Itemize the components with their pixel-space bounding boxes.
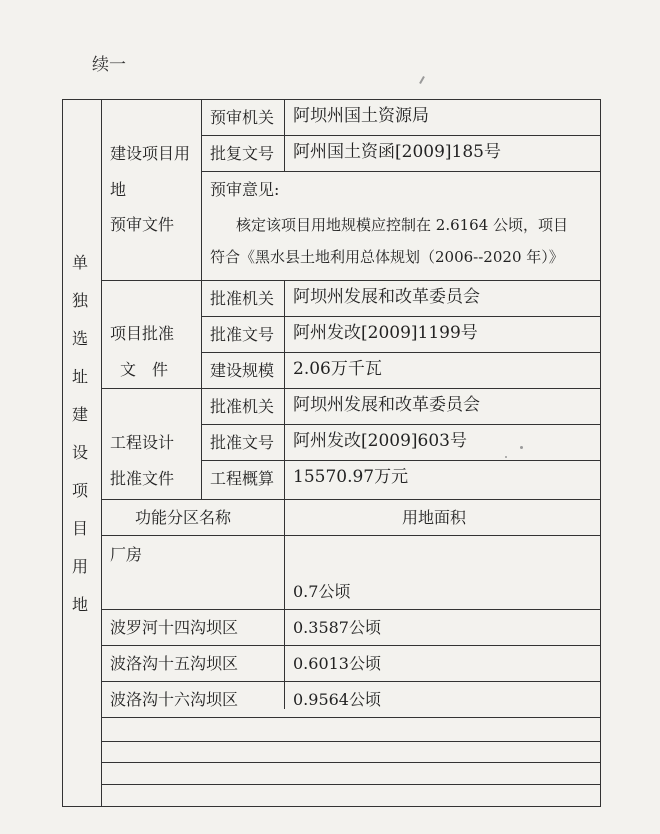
side-label-char: 用 xyxy=(71,557,88,576)
field-value: 阿州国土资函[2009]185号 xyxy=(293,142,501,162)
field-label: 批准文号 xyxy=(210,325,275,344)
table-divider xyxy=(201,171,601,172)
field-value: 阿州发改[2009]1199号 xyxy=(293,323,478,343)
table-divider xyxy=(201,316,601,317)
opinion-text: 核定该项目用地规模应控制在 2.6164 公顷，项目 xyxy=(236,216,569,234)
field-label: 批准文号 xyxy=(210,433,275,452)
table-divider xyxy=(201,424,601,425)
zone-area: 0.3587公顷 xyxy=(293,618,381,637)
table-divider xyxy=(201,352,601,353)
side-label-char: 选 xyxy=(71,329,88,348)
field-value: 阿坝州发展和改革委员会 xyxy=(293,395,480,415)
field-label: 预审机关 xyxy=(210,108,275,127)
table-divider xyxy=(101,609,601,610)
opinion-label: 预审意见: xyxy=(210,180,280,199)
zone-name: 波洛沟十五沟坝区 xyxy=(110,654,239,673)
side-label-char: 设 xyxy=(71,443,88,462)
side-label xyxy=(70,244,90,624)
section-title-line: 建设项目用 xyxy=(110,144,191,163)
table-divider xyxy=(201,135,601,136)
scan-mark xyxy=(419,76,425,84)
table-divider xyxy=(101,99,102,807)
table-divider xyxy=(101,280,601,281)
field-label: 工程概算 xyxy=(210,469,275,488)
scan-mark xyxy=(520,446,523,449)
table-divider xyxy=(101,784,601,785)
section-title-line: 批准文件 xyxy=(110,469,175,488)
side-label-char: 单 xyxy=(71,253,88,272)
table-divider xyxy=(284,280,285,499)
opinion-text: 符合《黑水县土地利用总体规划（2006--2020 年）》 xyxy=(210,248,564,266)
section-title-line: 工程设计 xyxy=(110,433,175,452)
field-value: 阿州发改[2009]603号 xyxy=(293,431,467,451)
table-divider xyxy=(101,645,601,646)
side-label-char: 建 xyxy=(71,405,88,424)
table-divider xyxy=(201,460,601,461)
section-title-line: 项目批准 xyxy=(110,324,175,343)
field-value: 15570.97万元 xyxy=(293,467,409,487)
side-label-char: 地 xyxy=(71,595,88,614)
zone-name: 厂房 xyxy=(110,545,143,564)
side-label-char: 址 xyxy=(71,367,88,386)
zone-name-header: 功能分区名称 xyxy=(135,508,232,527)
zone-area-header: 用地面积 xyxy=(402,508,467,527)
table-divider xyxy=(101,762,601,763)
field-label: 批准机关 xyxy=(210,397,275,416)
field-label: 批准机关 xyxy=(210,289,275,308)
zone-name: 波洛沟十六沟坝区 xyxy=(110,690,239,709)
table-divider xyxy=(101,717,601,718)
table-divider xyxy=(101,535,601,536)
zone-area: 0.9564公顷 xyxy=(293,690,381,709)
zone-area: 0.6013公顷 xyxy=(293,654,381,673)
table-divider xyxy=(284,499,285,709)
continuation-label: 续一 xyxy=(92,55,126,75)
table-divider xyxy=(101,499,601,500)
field-value: 2.06万千瓦 xyxy=(293,359,382,379)
side-label-char: 目 xyxy=(71,519,88,538)
field-label: 批复文号 xyxy=(210,144,275,163)
section-title-line: 地 xyxy=(110,180,127,199)
section-title-line: 预审文件 xyxy=(110,215,175,234)
zone-name: 波罗河十四沟坝区 xyxy=(110,618,239,637)
side-label-char: 项 xyxy=(71,481,88,500)
field-label: 建设规模 xyxy=(210,361,275,380)
table-divider xyxy=(101,741,601,742)
table-divider xyxy=(101,681,601,682)
field-value: 阿坝州发展和改革委员会 xyxy=(293,287,480,307)
section-title-line: 文 件 xyxy=(120,360,169,379)
field-value: 阿坝州国土资源局 xyxy=(293,106,429,126)
table-divider xyxy=(201,99,202,499)
scan-mark xyxy=(505,456,507,458)
side-label-char: 独 xyxy=(71,291,88,310)
zone-area: 0.7公顷 xyxy=(293,582,351,601)
table-divider xyxy=(101,388,601,389)
